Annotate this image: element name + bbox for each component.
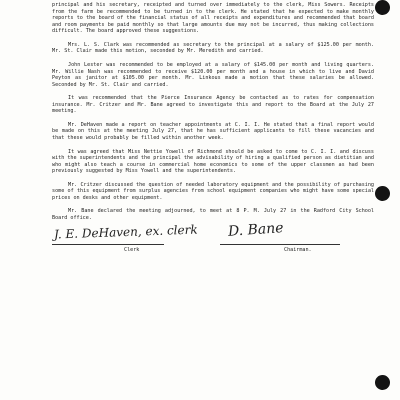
chairman-title: Chairman. [284, 246, 312, 253]
paragraph-dietitian: It was agreed that Miss Nettie Yowell of Richmond should be asked to come to C. I. I. and discuss with the superintendents and the principal the advisability of hiring a qualified person as dietitian and who might also teach a course in commercial home economics to some of the upper classmen as had been previously suggested by Miss Yowell and the superintendents. [52, 148, 375, 175]
punch-hole-middle-icon [375, 186, 390, 201]
minutes-body [52, 2, 374, 263]
paragraph-staff-salaries: John Lester was recommended to be employed at a salary of $145.00 per month and living quarters. Mr. Willie Nash was recommended to receive $120.00 per month and a house in which to live and David Peyton as janitor at $105.00 per month. Mr. Linkous made a motion that these salaries be allowed. Seconded by Mr. St. Clair and carried. [52, 61, 374, 88]
paragraph-insurance: It was recommended that the Pierce Insurance Agency be contacted as to rates for compensation insurance. Mr. Critzer and Mr. Bane agreed to investigate this and report to the Board at the July 27 meeting. [52, 95, 374, 115]
paragraph-lab-equipment: Mr. Critzer discussed the question of needed laboratory equipment and the possibility of purchasing some of this equipment from surplus agencies from school equipment companies who might have some special prices on desks and other equipment. [52, 181, 374, 201]
paragraph-teacher-appointments: Mr. DeHaven made a report on teacher appointments at C. I. I. He stated that a final report would be made on this at the meeting July 27, that he has sufficient applicants to fill these vacancies and that these would probably be filled within another week. [52, 121, 374, 142]
paragraph-adjournment: Mr. Bane declared the meeting adjourned, to meet at 8 P. M. July 27 in the Radford City School Board office. [52, 208, 374, 222]
clerk-signature: J. E. DeHaven, ex. clerk [53, 222, 198, 242]
signature-block [52, 219, 374, 263]
clerk-signature-line [52, 244, 164, 245]
paragraph-secretary-salary: Mrs. L. S. Clark was recommended as secretary to the principal at a salary of $125.00 per month. Mr. St. Clair made this motion, seconded by Mr. Meredith and carried. [52, 41, 374, 55]
punch-hole-bottom-icon [375, 375, 390, 390]
clerk-title: Clerk [124, 246, 140, 253]
chairman-signature-line [220, 244, 340, 245]
punch-hole-top-icon [375, 0, 390, 15]
paragraph-receipts: principal and his secretary, receipted and turned over immediately to the clerk, Miss Sowers. Receipts from the farm be recommended to be turned in to the clerk. He stated that he expected to make monthly reports to the board of the financial status of all receipts and expenditures and recommended that board and room payments be paid monthly so that large amounts due may not be incurred, thus making collections difficult. The board approved these suggestions. [52, 2, 374, 35]
chairman-signature: D. Bane [227, 219, 285, 240]
